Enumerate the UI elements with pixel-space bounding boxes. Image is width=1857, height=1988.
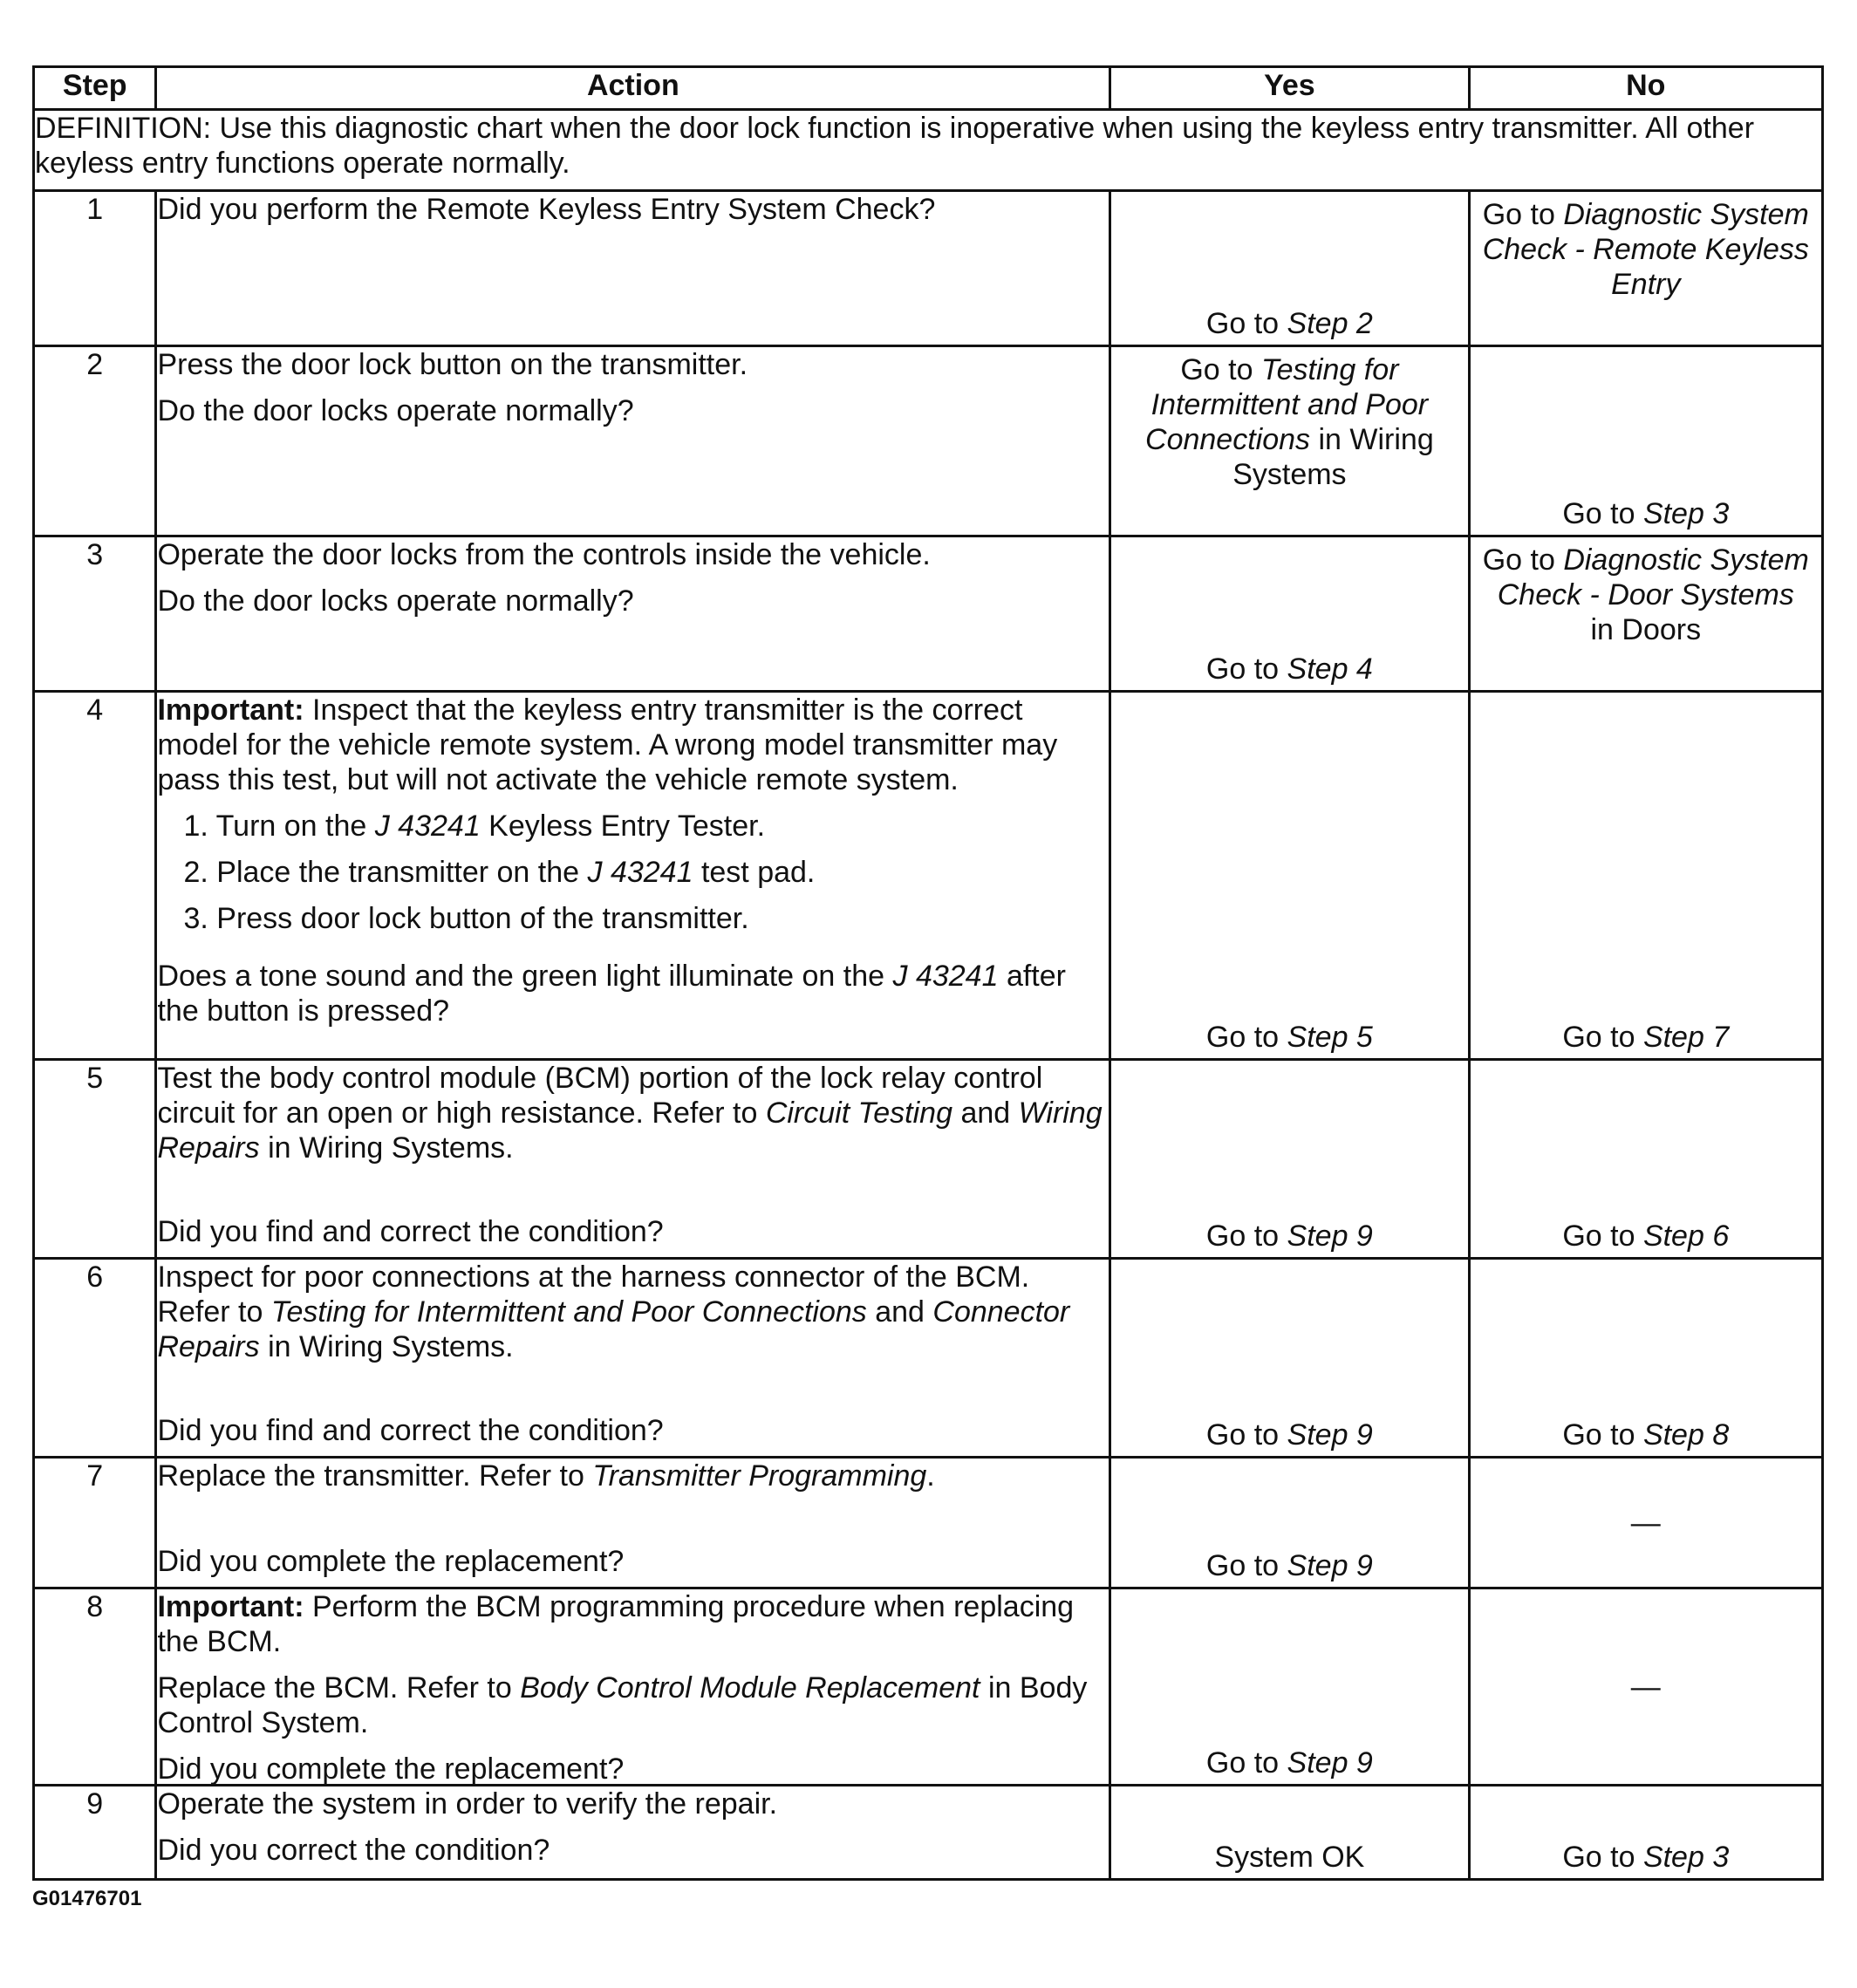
no-result-cell	[1469, 1259, 1822, 1458]
action-text	[157, 1459, 1109, 1493]
action-cell	[156, 346, 1110, 536]
italic-ref: Step 7	[1642, 1021, 1730, 1054]
action-text	[157, 1670, 1109, 1740]
no-result-text	[1471, 1418, 1821, 1452]
text-run: Go to	[1562, 1841, 1643, 1874]
italic-ref: Step 9	[1287, 1746, 1373, 1780]
text-run: and	[866, 1295, 933, 1329]
no-result-text	[1471, 543, 1821, 647]
action-cell	[156, 1259, 1110, 1458]
yes-result-cell	[1110, 1259, 1469, 1458]
step-row-2	[34, 346, 1823, 536]
text-run: in Wiring Systems.	[259, 1131, 514, 1165]
action-cell	[156, 1588, 1110, 1786]
yes-result-cell	[1110, 692, 1469, 1060]
step-number: 7	[34, 1458, 156, 1588]
no-result-text	[1471, 1020, 1821, 1055]
action-cell	[156, 1060, 1110, 1259]
text-run: Operate the door locks from the controls inside the vehicle.	[157, 538, 931, 571]
text-run: Go to	[1562, 1418, 1643, 1452]
header-no: No	[1469, 67, 1822, 110]
definition-row	[34, 110, 1823, 191]
yes-result-text	[1111, 1219, 1467, 1254]
text-run: Go to	[1205, 1219, 1287, 1253]
step-row-7	[34, 1458, 1823, 1588]
yes-result-text	[1111, 352, 1467, 492]
no-result-text	[1471, 496, 1821, 531]
text-run: 2. Place the transmitter on the	[183, 856, 588, 889]
text-run: —	[1630, 1670, 1661, 1704]
italic-ref: Transmitter Programming	[592, 1459, 927, 1493]
text-run: Press the door lock button on the transmitter.	[157, 348, 748, 381]
action-cell	[156, 536, 1110, 692]
text-run: Inspect that the keyless entry transmitter is the correct model for the vehicle remote system. A wrong model transmitter may pass this test, but will not activate the vehicle remote system.	[157, 693, 1058, 796]
text-run: Operate the system in order to verify the repair.	[157, 1787, 778, 1821]
action-text	[157, 1786, 1109, 1821]
header-yes: Yes	[1110, 67, 1469, 110]
action-text	[157, 1260, 1109, 1364]
yes-result-text	[1111, 1020, 1467, 1055]
text-run: Did you correct the condition?	[157, 1834, 550, 1867]
text-run: Perform the BCM programming procedure when replacing the BCM.	[157, 1590, 1075, 1658]
action-text	[157, 1752, 1109, 1786]
text-run: in Doors	[1590, 613, 1702, 646]
text-run: Replace the transmitter. Refer to	[157, 1459, 593, 1493]
action-text	[157, 1061, 1109, 1165]
step-row-4	[34, 692, 1823, 1060]
italic-ref: Diagnostic System Check - Door Systems	[1497, 543, 1809, 611]
list-item	[183, 809, 1109, 844]
text-run: 3. Press door lock button of the transmitter.	[183, 902, 749, 935]
yes-result-cell	[1110, 346, 1469, 536]
italic-ref: Testing for Intermittent and Poor Connections	[270, 1295, 867, 1329]
text-run: Did you complete the replacement?	[157, 1545, 625, 1578]
action-cell	[156, 1786, 1110, 1880]
no-result-cell	[1469, 536, 1822, 692]
no-result-text	[1471, 1219, 1821, 1254]
no-result-cell	[1469, 191, 1822, 346]
step-number: 4	[34, 692, 156, 1060]
text-run: Test the body control module (BCM) portion of the lock relay control circuit for an open or high resistance. Refer to	[157, 1062, 1043, 1130]
italic-ref: Wiring Repairs	[157, 1096, 1103, 1165]
action-text	[157, 1214, 1109, 1249]
italic-ref: J 43241	[587, 856, 693, 889]
text-run: Go to	[1205, 1549, 1287, 1582]
yes-result-text	[1111, 1548, 1467, 1583]
bold-label: Important:	[157, 1590, 304, 1623]
text-run: Did you find and correct the condition?	[157, 1215, 664, 1248]
italic-ref: Testing for Intermittent and Poor Connections	[1145, 353, 1429, 456]
no-result-cell	[1469, 1060, 1822, 1259]
text-run: Go to	[1205, 1746, 1287, 1780]
text-run: in Body Control System.	[157, 1671, 1088, 1739]
text-run: Do the door locks operate normally?	[157, 394, 634, 427]
no-result-cell	[1469, 692, 1822, 1060]
yes-result-cell	[1110, 536, 1469, 692]
yes-result-text	[1111, 1745, 1467, 1780]
step-number: 2	[34, 346, 156, 536]
text-run: Go to	[1205, 1021, 1287, 1054]
text-run: Does a tone sound and the green light illuminate on the	[157, 960, 893, 993]
italic-ref: Step 5	[1287, 1021, 1373, 1054]
text-run: and	[952, 1096, 1019, 1130]
italic-ref: Step 4	[1287, 652, 1373, 686]
italic-ref: Step 2	[1287, 307, 1373, 340]
action-steps-list	[157, 809, 1109, 947]
text-run: Replace the BCM. Refer to	[157, 1671, 521, 1704]
italic-ref: Connector Repairs	[157, 1295, 1070, 1363]
step-number: 6	[34, 1259, 156, 1458]
text-run: System OK	[1214, 1841, 1365, 1874]
no-result-text	[1471, 1506, 1821, 1541]
text-run: Go to	[1205, 307, 1287, 340]
text-run: Did you find and correct the condition?	[157, 1414, 664, 1447]
list-item	[183, 855, 1109, 890]
italic-ref: Circuit Testing	[765, 1096, 952, 1130]
text-run: 1. Turn on the	[183, 810, 375, 843]
text-run: Go to	[1482, 543, 1564, 577]
action-cell	[156, 191, 1110, 346]
yes-result-cell	[1110, 1786, 1469, 1880]
text-run: after the button is pressed?	[157, 960, 1066, 1028]
italic-ref: Step 9	[1287, 1549, 1373, 1582]
text-run: .	[926, 1459, 935, 1493]
italic-ref: Step 6	[1642, 1219, 1730, 1253]
action-text	[157, 192, 1109, 227]
italic-ref: Step 3	[1642, 497, 1730, 530]
text-run: in Wiring Systems.	[259, 1330, 514, 1363]
text-run: Inspect for poor connections at the harness connector of the BCM. Refer to	[157, 1260, 1030, 1329]
text-run: test pad.	[693, 856, 816, 889]
no-result-cell	[1469, 1588, 1822, 1786]
figure-code: G01476701	[32, 1887, 142, 1910]
no-result-cell	[1469, 1458, 1822, 1588]
text-run: Go to	[1562, 497, 1643, 530]
no-result-text	[1471, 1840, 1821, 1875]
header-action: Action	[156, 67, 1110, 110]
action-text	[157, 959, 1109, 1028]
text-run: Do the door locks operate normally?	[157, 584, 634, 618]
yes-result-text	[1111, 1418, 1467, 1452]
action-text	[157, 693, 1109, 797]
no-result-text	[1471, 1670, 1821, 1704]
italic-ref: Step 9	[1287, 1219, 1373, 1253]
step-number: 3	[34, 536, 156, 692]
no-result-cell	[1469, 346, 1822, 536]
step-number: 8	[34, 1588, 156, 1786]
italic-ref: Step 3	[1642, 1841, 1730, 1874]
italic-ref: Step 9	[1287, 1418, 1373, 1452]
text-run: Go to	[1562, 1219, 1643, 1253]
action-text	[157, 537, 1109, 572]
text-run: Keyless Entry Tester.	[480, 810, 766, 843]
no-result-cell	[1469, 1786, 1822, 1880]
step-row-3	[34, 536, 1823, 692]
definition-text: DEFINITION: Use this diagnostic chart when the door lock function is inoperative when using the keyless entry transmitter. All other keyless entry functions operate normally.	[34, 110, 1823, 191]
bold-label: Important:	[157, 693, 304, 727]
action-text	[157, 347, 1109, 382]
step-row-9	[34, 1786, 1823, 1880]
text-run: —	[1630, 1506, 1661, 1540]
action-text	[157, 1413, 1109, 1448]
text-run: in Wiring Systems	[1232, 423, 1434, 491]
text-run: Go to	[1180, 353, 1261, 386]
yes-result-text	[1111, 1840, 1467, 1875]
text-run: Go to	[1205, 652, 1287, 686]
step-row-6	[34, 1259, 1823, 1458]
step-number: 1	[34, 191, 156, 346]
text-run: Did you complete the replacement?	[157, 1752, 625, 1786]
action-cell	[156, 692, 1110, 1060]
action-cell	[156, 1458, 1110, 1588]
action-text	[157, 1544, 1109, 1579]
italic-ref: J 43241	[892, 960, 999, 993]
step-row-5	[34, 1060, 1823, 1259]
action-text	[157, 1589, 1109, 1659]
header-step: Step	[34, 67, 156, 110]
text-run: Did you perform the Remote Keyless Entry System Check?	[157, 193, 936, 226]
text-run: Go to	[1482, 198, 1564, 231]
italic-ref: Step 8	[1642, 1418, 1730, 1452]
italic-ref: J 43241	[374, 810, 481, 843]
yes-result-cell	[1110, 1458, 1469, 1588]
italic-ref: Body Control Module Replacement	[520, 1671, 980, 1704]
yes-result-cell	[1110, 1588, 1469, 1786]
text-run: Go to	[1562, 1021, 1643, 1054]
action-text	[157, 1833, 1109, 1868]
italic-ref: Diagnostic System Check - Remote Keyless Entry	[1482, 198, 1809, 301]
step-number: 5	[34, 1060, 156, 1259]
yes-result-cell	[1110, 1060, 1469, 1259]
action-text	[157, 393, 1109, 428]
text-run: Go to	[1205, 1418, 1287, 1452]
no-result-text	[1471, 197, 1821, 302]
step-row-8	[34, 1588, 1823, 1786]
yes-result-text	[1111, 306, 1467, 341]
header-row	[34, 67, 1823, 110]
list-item	[183, 901, 1109, 936]
step-number: 9	[34, 1786, 156, 1880]
diagnostic-table	[32, 65, 1824, 1881]
yes-result-cell	[1110, 191, 1469, 346]
step-row-1	[34, 191, 1823, 346]
action-text	[157, 584, 1109, 618]
yes-result-text	[1111, 652, 1467, 687]
